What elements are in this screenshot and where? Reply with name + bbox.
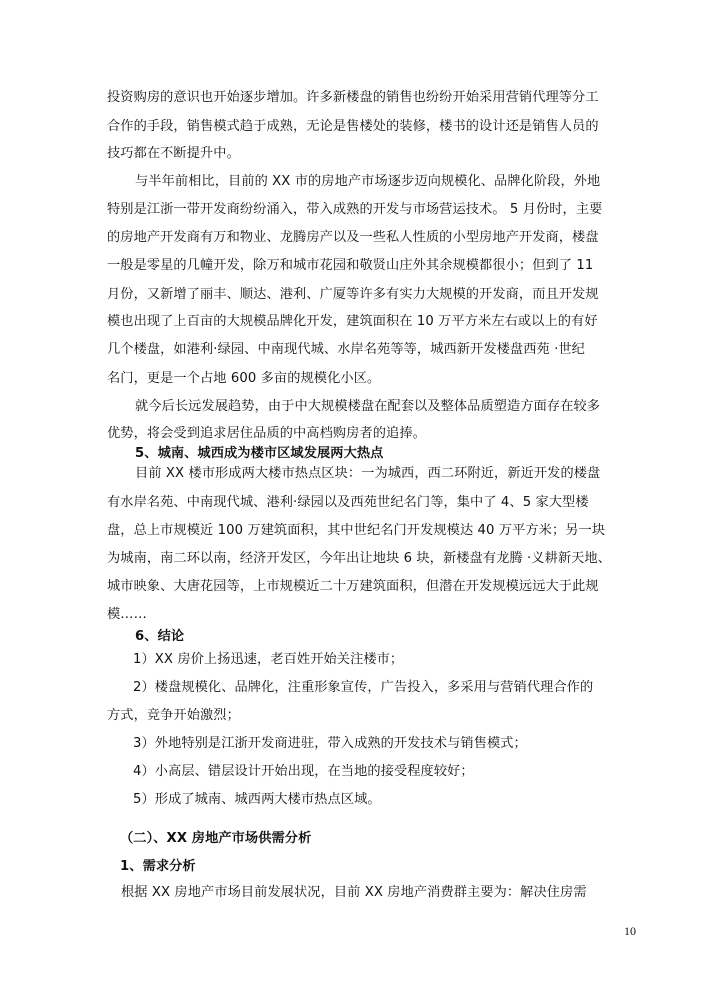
paragraph-line: 根据 XX 房地产市场目前发展状况，目前 XX 房地产消费群主要为：解决住房需 <box>121 885 587 900</box>
paragraph-line: 有水岸名苑、中南现代城、港利·绿园以及西苑世纪名门等，集中了 4、5 家大型楼 <box>107 495 589 510</box>
paragraph-line: 为城南，南二环以南，经济开发区，今年出让地块 6 块，新楼盘有龙腾 ·义耕新天地、 <box>107 551 612 566</box>
paragraph-line: 几个楼盘，如港利·绿园、中南现代城、水岸名苑等等，城西新开发楼盘西苑 ·世纪 <box>107 342 585 357</box>
paragraph-line: 盘，总上市规模近 100 万建筑面积，其中世纪名门开发规模达 40 万平方米；另一块 <box>107 523 606 538</box>
list-item: 1）XX 房价上扬迅速，老百姓开始关注楼市； <box>133 652 404 667</box>
list-item: 2）楼盘规模化、品牌化，注重形象宣传，广告投入，多采用与营销代理合作的 <box>133 680 594 695</box>
list-item: 4）小高层、错层设计开始出现，在当地的接受程度较好； <box>133 764 474 779</box>
list-item-continuation: 方式，竞争开始激烈； <box>107 708 240 723</box>
paragraph-line: 的房地产开发商有万和物业、龙腾房产以及一些私人性质的小型房地产开发商，楼盘 <box>107 230 599 245</box>
paragraph-line: 与半年前相比，目前的 XX 市的房地产市场逐步迈向规模化、品牌化阶段，外地 <box>135 174 601 189</box>
paragraph-line: 就今后长远发展趋势，由于中大规模楼盘在配套以及整体品质塑造方面存在较多 <box>135 399 601 414</box>
chapter-heading: （二）、XX 房地产市场供需分析 <box>120 831 312 846</box>
paragraph-line: 投资购房的意识也开始逐步增加。许多新楼盘的销售也纷纷开始采用营销代理等分工 <box>107 90 599 105</box>
section-heading: 1、需求分析 <box>120 859 196 874</box>
paragraph-line: 模也出现了上百亩的大规模品牌化开发，建筑面积在 10 万平方米左右或以上的有好 <box>107 314 598 329</box>
paragraph-line: 技巧都在不断提升中。 <box>107 146 240 161</box>
paragraph-line: 城市映象、大唐花园等，上市规模近二十万建筑面积，但潜在开发规模远远大于此规 <box>107 579 599 594</box>
paragraph-line: 合作的手段，销售模式趋于成熟，无论是售楼处的装修，楼书的设计还是销售人员的 <box>107 119 599 134</box>
paragraph-line: 特别是江浙一带开发商纷纷涌入，带入成熟的开发与市场营运技术。 5 月份时，主要 <box>107 202 603 217</box>
section-heading: 5、城南、城西成为楼市区域发展两大热点 <box>135 446 384 461</box>
paragraph-line: 一般是零星的几幢开发，除万和城市花园和敬贤山庄外其余规模都很小；但到了 11 <box>107 258 594 273</box>
list-item: 3）外地特别是江浙开发商进驻，带入成熟的开发技术与销售模式； <box>133 736 527 751</box>
paragraph-line: 名门，更是一个占地 600 多亩的规模化小区。 <box>107 371 381 386</box>
paragraph-line: 模…… <box>107 607 147 622</box>
page-number: 10 <box>624 924 636 938</box>
paragraph-line: 月份，又新增了丽丰、顺达、港利、广厦等许多有实力大规模的开发商，而且开发规 <box>107 287 599 302</box>
paragraph-line: 目前 XX 楼市形成两大楼市热点区块：一为城西，西二环附近，新近开发的楼盘 <box>135 466 601 481</box>
list-item: 5）形成了城南、城西两大楼市热点区域。 <box>133 792 381 807</box>
paragraph-line: 优势，将会受到追求居住品质的中高档购房者的追捧。 <box>107 426 426 441</box>
section-heading: 6、结论 <box>135 629 185 644</box>
